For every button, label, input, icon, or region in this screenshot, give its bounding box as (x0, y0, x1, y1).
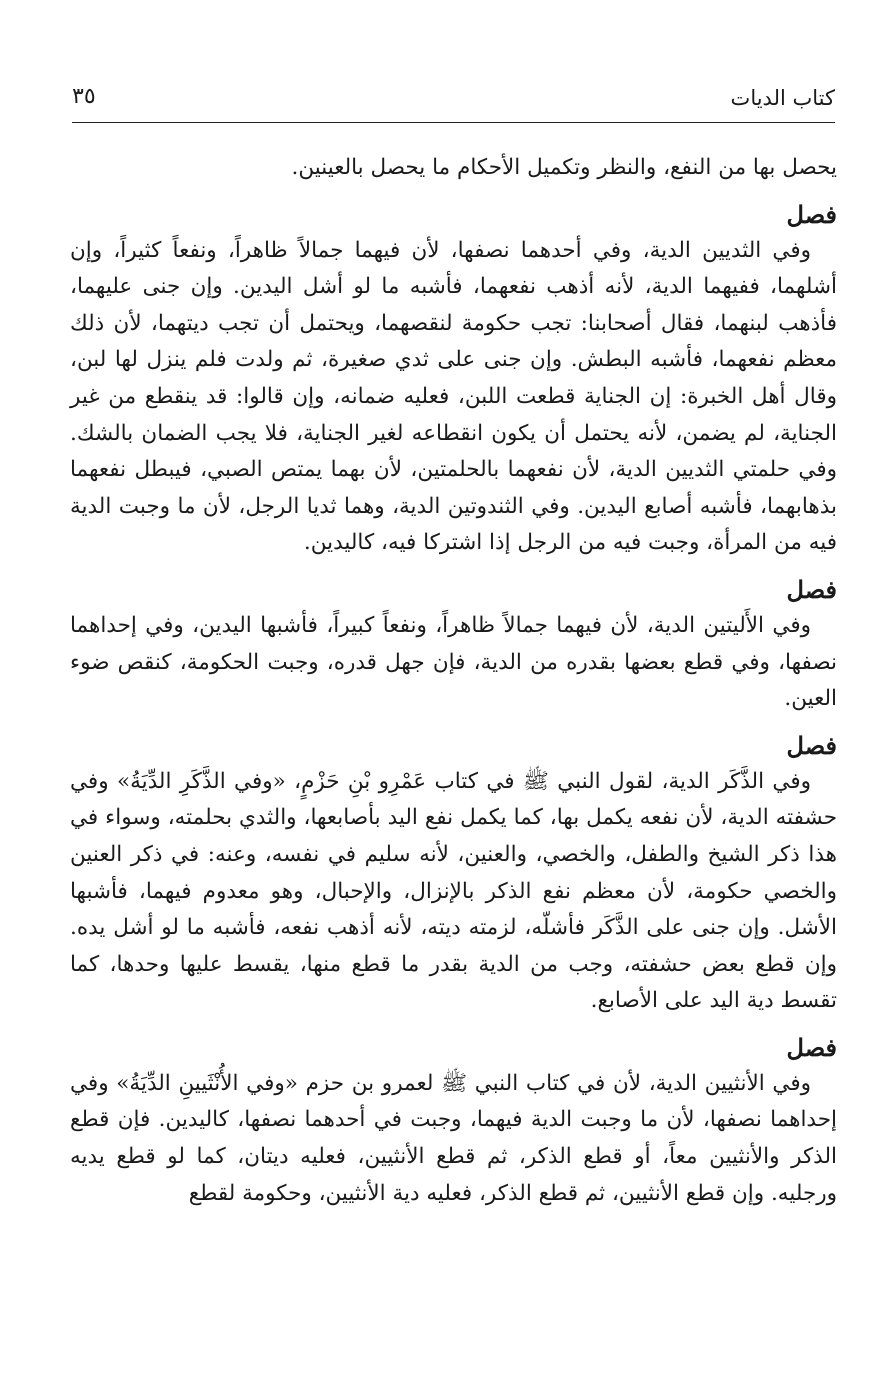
section-paragraph: وفي الأَليتين الدية، لأن فيهما جمالاً ظاهراً، ونفعاً كبيراً، فأشبها اليدين، وفي إحداهما نصفها، وفي قطع بعضها بقدره من الدية، فإن جهل قدره، وجبت الحكومة، كنقص ضوء العين. (70, 612, 837, 712)
opening-paragraph: يحصل بها من النفع، والنظر وتكميل الأحكام ما يحصل بالعينين. (291, 155, 837, 180)
section-paragraph: وفي الذَّكَر الدية، لقول النبي ﷺ في كتاب عَمْرِو بْنِ حَزْمٍ، «وفي الذَّكَرِ الدِّيَةُ» وفي حشفته الدية، لأن نفعه يكمل بها، كما يكمل نفع اليد بأصابعها، والثدي بحلمته، وسواء في هذا ذكر الشيخ والطفل، والخصي، والعنين، لأنه سليم في نفسه، وعنه: في ذكر العنين والخصي حكومة، لأن معظم نفع الذكر بالإنزال، والإحبال، وهو معدوم فيهما، فأشبها الأشل. وإن جنى على الذَّكَر فأشلّه، لزمته ديته، لأنه أذهب نفعه، فأشبه ما لو أشل يده. وإن قطع بعض حشفته، وجب من الدية بقدر ما قطع منها، يقسط عليها وحدها، كما تقسط دية اليد على الأصابع. (70, 768, 837, 1014)
section-heading: فصل (786, 199, 837, 229)
section-male-organ (70, 728, 837, 1020)
page-body (70, 150, 837, 1212)
section-paragraph: وفي الثديين الدية، وفي أحدهما نصفها، لأن فيهما جمالاً ظاهراً، ونفعاً كثيراً، وإن أشلهما، ففيهما الدية، لأنه أذهب نفعهما، فأشبه ما لو أشل اليدين. وإن جنى عليهما، فأذهب لبنهما، فقال أصحابنا: تجب حكومة لنقصهما، ويحتمل أن تجب ديتهما، لأن ذلك معظم نفعهما، فأشبه البطش. وإن جنى على ثدي صغيرة، ثم ولدت فلم ينزل لها لبن، وقال أهل الخبرة: إن الجناية قطعت اللبن، فعليه ضمانه، وإن قالوا: قد ينقطع من غير الجناية، لم يضمن، لأنه يحتمل أن يكون انقطاعه لغير الجناية، فلا يجب الضمان بالشك. وفي حلمتي الثديين الدية، لأن نفعهما بالحلمتين، لأن بهما يمتص الصبي، فيبطل نفعهما بذهابهما، فأشبه أصابع اليدين. وفي الثندوتين الدية، وهما ثديا الرجل، لأن ما وجبت الدية فيه من المرأة، وجبت فيه من الرجل إذا اشتركا فيه، كاليدين. (70, 237, 837, 556)
page-number: ٣٥ (72, 84, 96, 109)
section-heading: فصل (786, 574, 837, 604)
section-heading: فصل (786, 1032, 837, 1062)
book-title: كتاب الديات (730, 86, 835, 110)
section-buttocks (70, 572, 837, 718)
page-header (72, 82, 835, 123)
section-breasts (70, 197, 837, 562)
section-heading: فصل (786, 730, 837, 760)
section-paragraph: وفي الأنثيين الدية، لأن في كتاب النبي ﷺ لعمرو بن حزم «وفي الأُنْثَيينِ الدِّيَةُ» وفي إحداهما نصفها، لأن ما وجبت الدية فيهما، وجبت في أحدهما نصفها، كاليدين. فإن قطع الذكر والأنثيين معاً، أو قطع الذكر، ثم قطع الأنثيين، فعليه ديتان، كما لو قطع يديه ورجليه. وإن قطع الأنثيين، ثم قطع الذكر، فعليه دية الأنثيين، وحكومة لقطع (70, 1070, 837, 1206)
section-testicles (70, 1030, 837, 1212)
